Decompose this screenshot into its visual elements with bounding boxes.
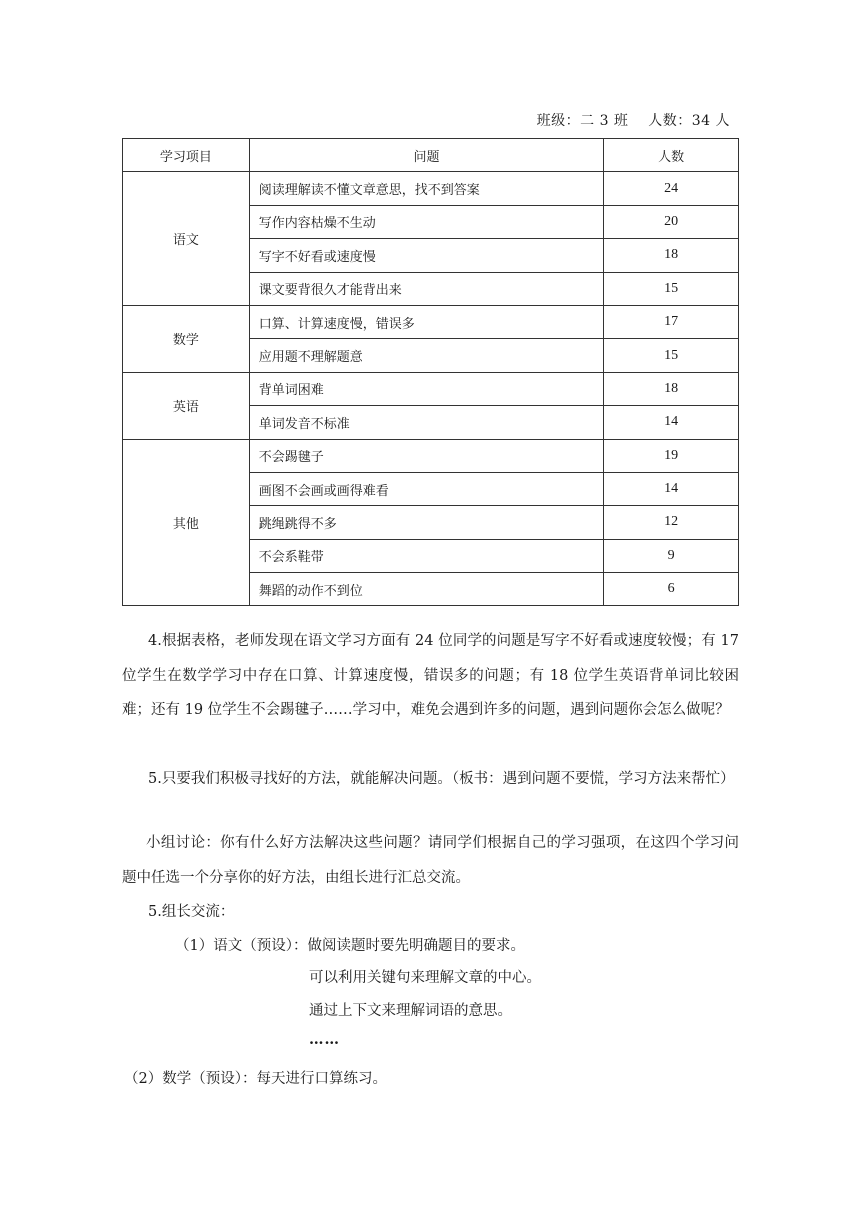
leader-exchange-heading: 5.组长交流：: [148, 904, 235, 920]
chinese-method-3: 通过上下文来理解词语的意思。: [309, 1003, 512, 1019]
problem-cell: 背单词困难: [249, 372, 603, 405]
problem-cell: 阅读理解读不懂文章意思，找不到答案: [249, 172, 603, 205]
learning-problems-table: [122, 138, 739, 606]
problem-cell: 写字不好看或速度慢: [249, 239, 603, 272]
problem-cell: 单词发音不标准: [249, 406, 603, 439]
count-cell: 14: [604, 472, 739, 505]
table-row: [123, 439, 739, 472]
chinese-method-1: （1）语文（预设）：做阅读题时要先明确题目的要求。: [175, 938, 525, 954]
subject-chinese: 语文: [123, 172, 250, 306]
subject-math: 数学: [123, 305, 250, 372]
chinese-method-2: 可以利用关键句来理解文章的中心。: [309, 970, 541, 986]
table-row: [123, 305, 739, 338]
problem-cell: 写作内容枯燥不生动: [249, 205, 603, 238]
count-cell: 6: [604, 573, 739, 606]
count-cell: 24: [604, 172, 739, 205]
subject-english: 英语: [123, 372, 250, 439]
problem-cell: 不会踢毽子: [249, 439, 603, 472]
group-discussion-paragraph: 小组讨论：你有什么好方法解决这些问题？请同学们根据自己的学习强项，在这四个学习问题中任选一个分享你的好方法，由组长进行汇总交流。: [122, 835, 739, 886]
count-cell: 9: [604, 539, 739, 572]
table-row: [123, 172, 739, 205]
table-row: [123, 372, 739, 405]
count-cell: 12: [604, 506, 739, 539]
count-cell: 17: [604, 305, 739, 338]
subject-other: 其他: [123, 439, 250, 606]
count-cell: 19: [604, 439, 739, 472]
problem-cell: 跳绳跳得不多: [249, 506, 603, 539]
count-cell: 18: [604, 372, 739, 405]
math-method-1: （2）数学（预设）：每天进行口算练习。: [124, 1071, 387, 1087]
paragraph-4: 4.根据表格，老师发现在语文学习方面有 24 位同学的问题是写字不好看或速度较慢；有 17 位学生在数学学习中存在口算、计算速度慢，错误多的问题；有 18 位学生英语背单词比较困难；还有 19 位学生不会踢毽子……学习中，难免会遇到许多的问题，遇到问题你会怎么做呢？: [122, 633, 739, 718]
header-subject: 学习项目: [123, 139, 250, 172]
count-cell: 15: [604, 339, 739, 372]
header-problem: 问题: [249, 139, 603, 172]
count-cell: 15: [604, 272, 739, 305]
problem-cell: 口算、计算速度慢，错误多: [249, 305, 603, 338]
problem-cell: 不会系鞋带: [249, 539, 603, 572]
problem-cell: 应用题不理解题意: [249, 339, 603, 372]
count-cell: 18: [604, 239, 739, 272]
paragraph-5: 5.只要我们积极寻找好的方法，就能解决问题。（板书：遇到问题不要慌，学习方法来帮忙）: [148, 771, 735, 787]
header-count: 人数: [604, 139, 739, 172]
count-cell: 14: [604, 406, 739, 439]
class-info: 班级：二 3 班 人数：34 人: [536, 113, 730, 129]
problem-cell: 画图不会画或画得难看: [249, 472, 603, 505]
count-cell: 20: [604, 205, 739, 238]
table-header-row: [123, 139, 739, 172]
problem-cell: 舞蹈的动作不到位: [249, 573, 603, 606]
problem-cell: 课文要背很久才能背出来: [249, 272, 603, 305]
ellipsis: ……: [309, 1031, 340, 1048]
